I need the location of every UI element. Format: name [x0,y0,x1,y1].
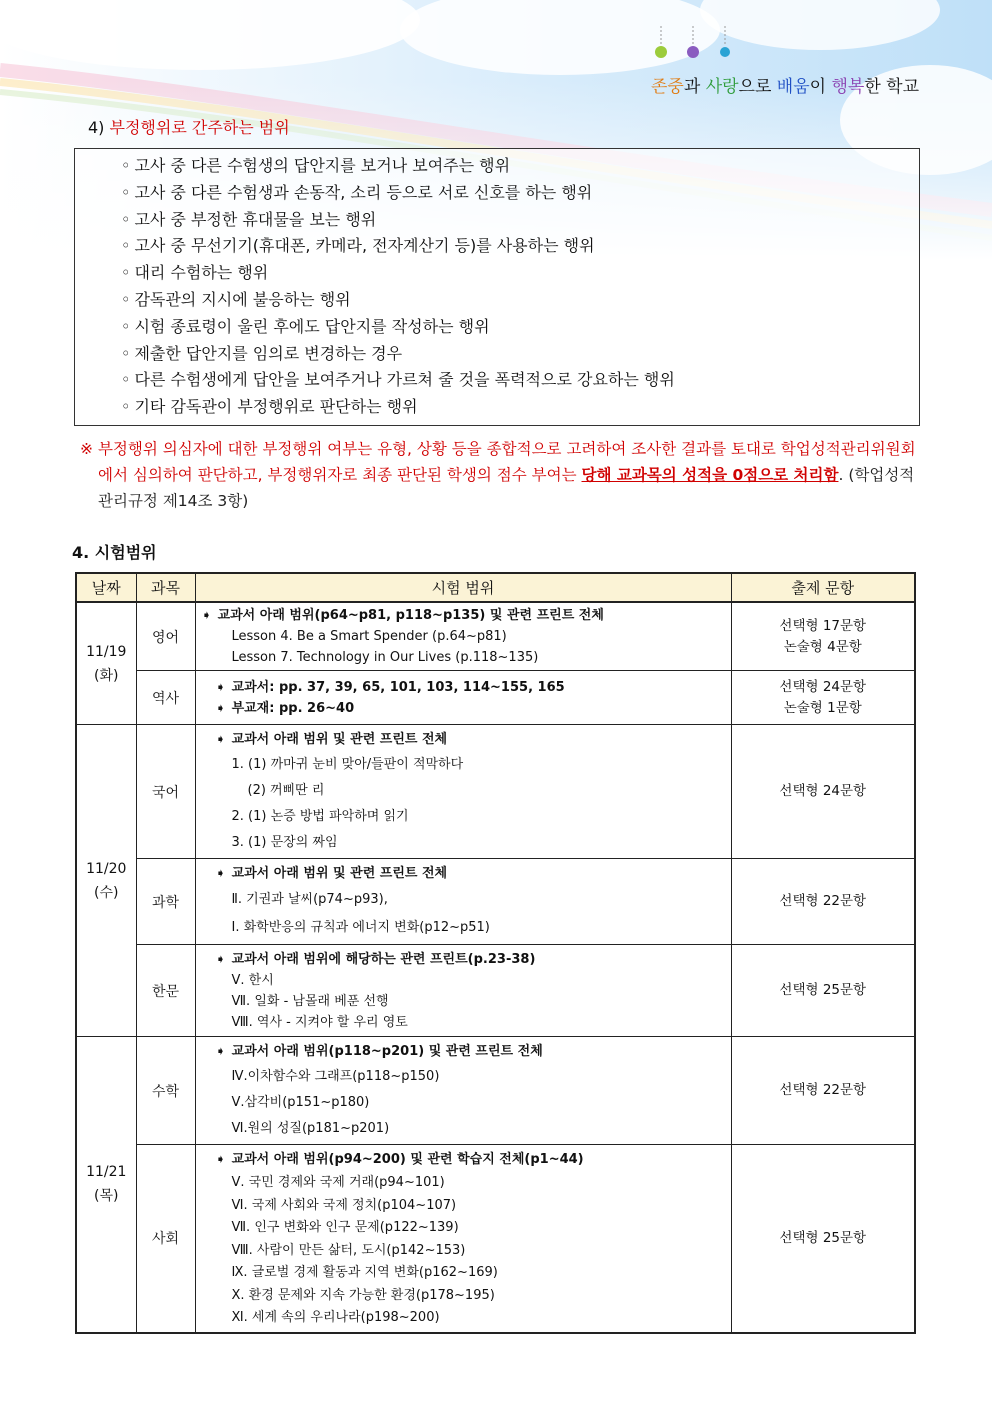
subject-cell: 사회 [136,1145,195,1333]
date-cell: 11/19 (화) [76,602,136,725]
date-cell: 11/21 (목) [76,1037,136,1333]
range-cell: ➧ 교과서 아래 범위 및 관련 프린트 전체 1. (1) 까마귀 눈비 맞아/들판이 적막하다 (2) 꺼삐딴 리 2. (1) 논증 방법 파악하며 읽기 3. (1) 문장의 짜임 [195,725,731,859]
date-cell: 11/20 (수) [76,725,136,1037]
rule-item: ◦ 기타 감독관이 부정행위로 판단하는 행위 [121,394,919,421]
rule-item: ◦ 제출한 답안지를 임의로 변경하는 경우 [121,341,919,368]
note-source: . (학업성적관리규정 제14조 3항) [98,466,915,510]
range-cell: ➧ 교과서 아래 범위에 해당하는 관련 프린트(p.23-38) Ⅴ. 한시 Ⅶ. 일화 - 남몰래 베푼 선행 Ⅷ. 역사 - 지켜야 할 우리 영토 [195,945,731,1037]
rule-item: ◦ 다른 수험생에게 답안을 보여주거나 가르쳐 줄 것을 폭력적으로 강요하는 행위 [121,367,919,394]
subject-cell: 과학 [136,859,195,945]
rule-item: ◦ 고사 중 부정한 휴대물을 보는 행위 [121,207,919,234]
section-heading: 부정행위로 간주하는 범위 [109,118,290,137]
header-dots [640,20,750,70]
header-subject: 과목 [136,573,195,602]
count-cell: 선택형 17문항 논술형 4문항 [731,602,915,671]
range-cell: ➧ 교과서 아래 범위 및 관련 프린트 전체 Ⅱ. 기권과 날씨(p74~p93), Ⅰ. 화학반응의 규칙과 에너지 변화(p12~p51) [195,859,731,945]
count-cell: 선택형 22문항 [731,1037,915,1145]
header-date: 날짜 [76,573,136,602]
exam-schedule-table [75,572,916,1334]
count-cell: 선택형 22문항 [731,859,915,945]
subject-cell: 영어 [136,602,195,671]
table-row [76,1037,915,1145]
count-cell: 선택형 24문항 [731,725,915,859]
table-row [76,945,915,1037]
dot-green [655,46,667,58]
rule-item: ◦ 대리 수험하는 행위 [121,260,919,287]
rule-item: ◦ 고사 중 다른 수험생과 손동작, 소리 등으로 서로 신호를 하는 행위 [121,180,919,207]
subject-cell: 한문 [136,945,195,1037]
note-text: 부정행위 의심자에 대한 부정행위 여부는 유형, 상황 등을 종합적으로 고려하여 조사한 결과를 토대로 학업성적관리위원회에서 심의하여 판단하고, 부정행위자로 최종 판단된 학생의 점수 부여는 [97,440,916,484]
dot-blue [720,47,730,57]
school-slogan: 존중과 사랑으로 배움이 행복한 학교 [651,77,920,97]
subject-cell: 국어 [136,725,195,859]
subject-cell: 역사 [136,671,195,725]
range-cell: ➧ 교과서 아래 범위(p118~p201) 및 관련 프린트 전체 Ⅳ.이차함수와 그래프(p118~p150) Ⅴ.삼각비(p151~p180) Ⅵ.원의 성질(p181~p201) [195,1037,731,1145]
rule-item: ◦ 고사 중 다른 수험생의 답안지를 보거나 보여주는 행위 [121,153,919,180]
dot-purple [687,46,699,58]
rule-item: ◦ 감독관의 지시에 불응하는 행위 [121,287,919,314]
cheating-note [80,436,922,514]
range-cell: ➧ 교과서 아래 범위(p94~200) 및 관련 학습지 전체(p1~44) Ⅴ. 국민 경제와 국제 거래(p94~101) Ⅵ. 국제 사회와 국제 정치(p104~107) Ⅶ. 인구 변화와 인구 문제(p122~139) Ⅷ. 사람이 만든 삶터, 도시(p142~153) Ⅸ. 글로벌 경제 활동과 지역 변화(p162~169) Ⅹ. 환경 문제와 지속 가능한 환경(p178~195) Ⅺ. 세계 속의 우리나라(p198~200) [195,1145,731,1333]
range-cell: ➧ 교과서 아래 범위(p64~p81, p118~p135) 및 관련 프린트 전체 Lesson 4. Be a Smart Spender (p.64~p81) Lesson 7. Technology in Our Lives (p.118~135) [195,602,731,671]
header-range: 시험 범위 [195,573,731,602]
table-row [76,1145,915,1333]
count-cell: 선택형 24문항 논술형 1문항 [731,671,915,725]
section-title [88,115,290,138]
header-count: 출제 문항 [731,573,915,602]
rules-box [74,148,920,426]
table-row [76,725,915,859]
exam-section-title: 4. 시험범위 [72,543,157,562]
table-row [76,602,915,671]
count-cell: 선택형 25문항 [731,945,915,1037]
range-cell: ➧ 교과서: pp. 37, 39, 65, 101, 103, 114~155, 165 ➧ 부교재: pp. 26~40 [195,671,731,725]
subject-cell: 수학 [136,1037,195,1145]
count-cell: 선택형 25문항 [731,1145,915,1333]
range-bullet: ➧ 교과서 아래 범위(p64~p81, p118~p135) 및 관련 프린트 전체 [202,605,723,626]
table-row [76,671,915,725]
rule-item: ◦ 시험 종료령이 울린 후에도 답안지를 작성하는 행위 [121,314,919,341]
note-mark: ※ [80,440,93,458]
note-emphasis: 당해 교과목의 성적을 0점으로 처리함 [581,466,839,484]
section-number: 4) [88,118,105,137]
table-row [76,859,915,945]
table-header-row [76,573,915,602]
rule-item: ◦ 고사 중 무선기기(휴대폰, 카메라, 전자계산기 등)를 사용하는 행위 [121,233,919,260]
